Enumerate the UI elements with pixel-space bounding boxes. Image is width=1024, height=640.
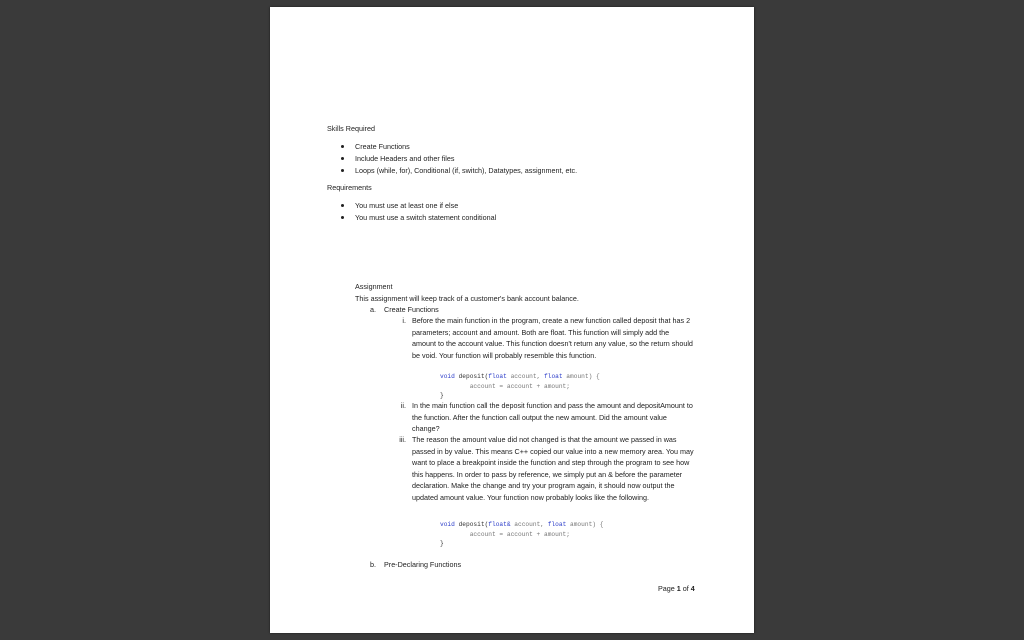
list-item: You must use a switch statement conditional <box>341 212 496 224</box>
code-block-1: void deposit(float account, float amount) { account = account + amount; } <box>440 373 600 399</box>
item-i-marker: i. <box>402 316 406 325</box>
page-number-footer: Page 1 of 4 <box>658 584 695 593</box>
requirements-list <box>341 200 496 224</box>
assignment-heading: Assignment <box>355 282 393 291</box>
list-item: Create Functions <box>341 141 577 153</box>
section-a-title: Create Functions <box>384 305 439 314</box>
bullet-icon <box>341 157 344 160</box>
bullet-icon <box>341 204 344 207</box>
item-iii-text: The reason the amount value did not changed is that the amount we passed in was passed in by value. This means C++ copied our value into a new memory area. You may want to place a breakpoint inside the function and step through the program to see how this happens. In order to pass by reference, we simply put an & before the parameter declaration. Make the change and try your program again, it should now output the updated amount value. Your function now probably looks like the following. <box>412 435 694 502</box>
skills-heading: Skills Required <box>327 124 375 133</box>
code-block-2: void deposit(float& account, float amount) { account = account + amount; } <box>440 521 604 547</box>
assignment-intro: This assignment will keep track of a customer's bank account balance. <box>355 294 579 303</box>
document-page <box>270 7 754 633</box>
section-b-marker: b. <box>370 560 376 569</box>
bullet-icon <box>341 145 344 148</box>
item-ii-marker: ii. <box>400 401 406 410</box>
section-a-marker: a. <box>370 305 376 314</box>
section-b-title: Pre-Declaring Functions <box>384 560 462 569</box>
list-item: Loops (while, for), Conditional (if, switch), Datatypes, assignment, etc. <box>341 165 577 177</box>
item-iii-marker: iii. <box>399 435 406 444</box>
requirements-heading: Requirements <box>327 183 372 192</box>
item-ii-text: In the main function call the deposit function and pass the amount and depositAmount to the function. After the function call output the new amount. Did the amount value change? <box>412 401 693 433</box>
bullet-icon <box>341 169 344 172</box>
list-item: Include Headers and other files <box>341 153 577 165</box>
bullet-icon <box>341 216 344 219</box>
skills-list <box>341 141 577 177</box>
list-item: You must use at least one if else <box>341 200 496 212</box>
item-i-text: Before the main function in the program, create a new function called deposit that has 2 parameters; account and amount. Both are float. This function will simply add the amount to the account value. This function doesn't return any value, so the return should be void. Your function will probably resemble this function. <box>412 316 693 360</box>
